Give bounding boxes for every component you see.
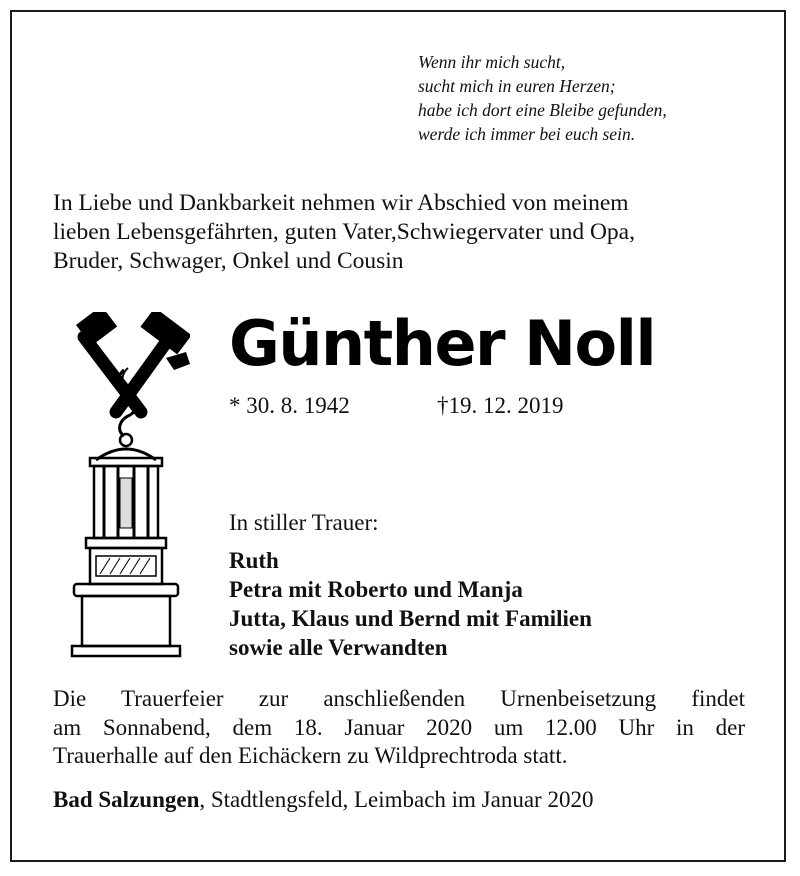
place-city: Bad Salzungen (53, 787, 200, 812)
mourners-label: In stiller Trauer: (229, 510, 379, 535)
intro-line: Bruder, Schwager, Onkel und Cousin (53, 248, 404, 274)
death-date: †19. 12. 2019 (437, 393, 564, 418)
place-rest: , Stadtlengsfeld, Leimbach im Januar 2020 (199, 787, 594, 812)
funeral-line: Trauerhalle auf den Eichäckern zu Wildprechtroda statt. (53, 743, 568, 768)
funeral-line: am Sonnabend, dem 18. Januar 2020 um 12.00 Uhr in der (53, 714, 745, 740)
mourner-entry: Petra mit Roberto und Manja (229, 577, 523, 602)
funeral-line: Die Trauerfeier zur anschließenden Urnenbeisetzung findet (53, 686, 745, 711)
mourner-entry: Jutta, Klaus und Bernd mit Familien (229, 606, 592, 631)
memorial-poem (418, 50, 667, 146)
miners-hammer-pick-and-lamp-icon (66, 312, 190, 660)
mourner-entry: sowie alle Verwandten (229, 635, 448, 660)
mourner-entry: Ruth (229, 548, 279, 573)
intro-line: lieben Lebensgefährten, guten Vater,Schwiegervater und Opa, (53, 219, 635, 245)
intro-line: In Liebe und Dankbarkeit nehmen wir Abschied von meinem (53, 190, 629, 216)
poem-line: werde ich immer bei euch sein. (418, 124, 636, 144)
deceased-name: Günther Noll (229, 307, 656, 380)
poem-line: Wenn ihr mich sucht, (418, 52, 566, 72)
mourners-list (229, 546, 592, 662)
birth-date: * 30. 8. 1942 (229, 393, 350, 418)
poem-line: sucht mich in euren Herzen; (418, 76, 616, 96)
poem-line: habe ich dort eine Bleibe gefunden, (418, 100, 667, 120)
place-and-date (53, 787, 593, 813)
farewell-intro (53, 189, 635, 276)
funeral-details (53, 685, 745, 771)
